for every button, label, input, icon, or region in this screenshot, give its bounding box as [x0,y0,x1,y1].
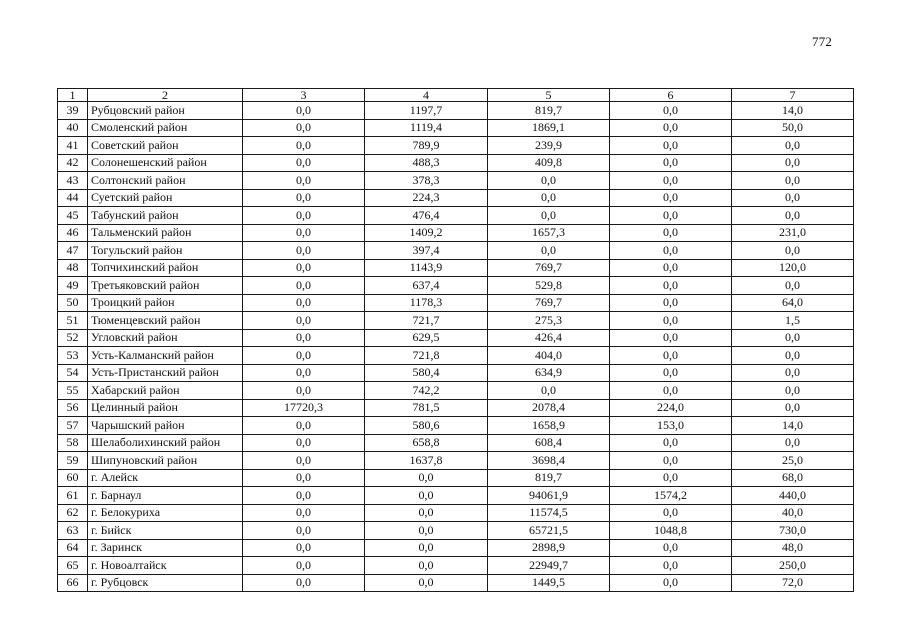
row-number: 44 [58,189,88,207]
value-col-6: 0,0 [610,469,732,487]
district-name: Солонешенский район [88,154,243,172]
table-body [58,102,854,592]
value-col-6: 0,0 [610,277,732,295]
value-col-4: 0,0 [365,487,488,505]
row-number: 52 [58,329,88,347]
value-col-5: 769,7 [488,294,610,312]
value-col-7: 0,0 [732,329,854,347]
value-col-5: 2078,4 [488,399,610,417]
value-col-4: 1119,4 [365,119,488,137]
value-col-3: 17720,3 [243,399,365,417]
value-col-7: 25,0 [732,452,854,470]
value-col-6: 0,0 [610,242,732,260]
table-row [58,364,854,382]
district-name: г. Рубцовск [88,574,243,592]
value-col-7: 0,0 [732,364,854,382]
table-row [58,382,854,400]
value-col-5: 22949,7 [488,557,610,575]
table-row [58,259,854,277]
district-name: Хабарский район [88,382,243,400]
value-col-7: 64,0 [732,294,854,312]
column-header-5: 5 [488,89,610,102]
value-col-3: 0,0 [243,557,365,575]
value-col-6: 0,0 [610,172,732,190]
row-number: 60 [58,469,88,487]
table-row [58,102,854,120]
value-col-4: 476,4 [365,207,488,225]
row-number: 66 [58,574,88,592]
table-row [58,154,854,172]
value-col-5: 11574,5 [488,504,610,522]
value-col-3: 0,0 [243,259,365,277]
value-col-6: 0,0 [610,294,732,312]
value-col-6: 0,0 [610,452,732,470]
value-col-6: 0,0 [610,137,732,155]
value-col-5: 1869,1 [488,119,610,137]
value-col-3: 0,0 [243,119,365,137]
page-number: 772 [812,34,833,49]
district-name: Советский район [88,137,243,155]
district-name: Тогульский район [88,242,243,260]
row-number: 49 [58,277,88,295]
table-row [58,312,854,330]
row-number: 39 [58,102,88,120]
value-col-3: 0,0 [243,382,365,400]
value-col-3: 0,0 [243,469,365,487]
row-number: 53 [58,347,88,365]
table-row [58,119,854,137]
row-number: 40 [58,119,88,137]
value-col-7: 0,0 [732,189,854,207]
table-row [58,504,854,522]
value-col-3: 0,0 [243,207,365,225]
table-row [58,399,854,417]
value-col-3: 0,0 [243,137,365,155]
value-col-6: 0,0 [610,364,732,382]
value-col-5: 1657,3 [488,224,610,242]
value-col-3: 0,0 [243,189,365,207]
value-col-7: 730,0 [732,522,854,540]
value-col-4: 1143,9 [365,259,488,277]
table-row [58,539,854,557]
district-name: г. Бийск [88,522,243,540]
district-name: Суетский район [88,189,243,207]
row-number: 43 [58,172,88,190]
value-col-7: 0,0 [732,399,854,417]
district-name: Топчихинский район [88,259,243,277]
value-col-3: 0,0 [243,224,365,242]
value-col-3: 0,0 [243,277,365,295]
value-col-5: 0,0 [488,207,610,225]
value-col-5: 409,8 [488,154,610,172]
value-col-6: 0,0 [610,102,732,120]
table-row [58,137,854,155]
value-col-3: 0,0 [243,364,365,382]
value-col-3: 0,0 [243,102,365,120]
value-col-6: 1574,2 [610,487,732,505]
value-col-6: 0,0 [610,434,732,452]
value-col-4: 488,3 [365,154,488,172]
value-col-5: 608,4 [488,434,610,452]
value-col-5: 529,8 [488,277,610,295]
value-col-3: 0,0 [243,487,365,505]
row-number: 51 [58,312,88,330]
row-number: 55 [58,382,88,400]
value-col-7: 40,0 [732,504,854,522]
value-col-5: 2898,9 [488,539,610,557]
value-col-6: 0,0 [610,119,732,137]
value-col-4: 1197,7 [365,102,488,120]
value-col-3: 0,0 [243,452,365,470]
value-col-7: 0,0 [732,207,854,225]
row-number: 41 [58,137,88,155]
district-name: Табунский район [88,207,243,225]
value-col-7: 120,0 [732,259,854,277]
value-col-7: 0,0 [732,172,854,190]
value-col-3: 0,0 [243,417,365,435]
table-row [58,172,854,190]
column-header-6: 6 [610,89,732,102]
value-col-3: 0,0 [243,242,365,260]
value-col-5: 634,9 [488,364,610,382]
header-row [58,89,854,102]
row-number: 64 [58,539,88,557]
row-number: 48 [58,259,88,277]
value-col-4: 742,2 [365,382,488,400]
value-col-3: 0,0 [243,434,365,452]
value-col-5: 426,4 [488,329,610,347]
value-col-4: 721,7 [365,312,488,330]
value-col-4: 629,5 [365,329,488,347]
value-col-7: 231,0 [732,224,854,242]
value-col-4: 1178,3 [365,294,488,312]
column-header-4: 4 [365,89,488,102]
value-col-4: 0,0 [365,539,488,557]
value-col-7: 14,0 [732,417,854,435]
value-col-5: 404,0 [488,347,610,365]
row-number: 58 [58,434,88,452]
district-name: Троицкий район [88,294,243,312]
value-col-6: 0,0 [610,224,732,242]
table-row [58,242,854,260]
table-row [58,189,854,207]
district-name: Рубцовский район [88,102,243,120]
table-row [58,207,854,225]
value-col-4: 637,4 [365,277,488,295]
value-col-5: 1449,5 [488,574,610,592]
value-col-3: 0,0 [243,154,365,172]
table-row [58,294,854,312]
value-col-5: 769,7 [488,259,610,277]
column-header-1: 1 [58,89,88,102]
value-col-7: 0,0 [732,154,854,172]
table-row [58,417,854,435]
value-col-4: 1637,8 [365,452,488,470]
table-row [58,277,854,295]
value-col-6: 0,0 [610,329,732,347]
table-row [58,347,854,365]
district-name: Солтонский район [88,172,243,190]
row-number: 45 [58,207,88,225]
value-col-4: 224,3 [365,189,488,207]
district-name: г. Заринск [88,539,243,557]
value-col-5: 0,0 [488,382,610,400]
value-col-6: 0,0 [610,504,732,522]
value-col-7: 0,0 [732,382,854,400]
row-number: 46 [58,224,88,242]
table-row [58,224,854,242]
value-col-7: 0,0 [732,277,854,295]
value-col-3: 0,0 [243,172,365,190]
value-col-7: 68,0 [732,469,854,487]
value-col-6: 0,0 [610,347,732,365]
value-col-7: 0,0 [732,434,854,452]
value-col-4: 0,0 [365,469,488,487]
value-col-5: 0,0 [488,189,610,207]
district-name: г. Барнаул [88,487,243,505]
value-col-3: 0,0 [243,522,365,540]
value-col-4: 0,0 [365,557,488,575]
value-col-6: 0,0 [610,154,732,172]
district-name: Усть-Пристанский район [88,364,243,382]
value-col-6: 0,0 [610,189,732,207]
value-col-5: 3698,4 [488,452,610,470]
value-col-4: 781,5 [365,399,488,417]
district-name: Угловский район [88,329,243,347]
row-number: 42 [58,154,88,172]
value-col-4: 1409,2 [365,224,488,242]
district-name: Целинный район [88,399,243,417]
row-number: 56 [58,399,88,417]
value-col-3: 0,0 [243,504,365,522]
value-col-3: 0,0 [243,294,365,312]
value-col-6: 1048,8 [610,522,732,540]
value-col-6: 0,0 [610,312,732,330]
row-number: 65 [58,557,88,575]
value-col-4: 0,0 [365,574,488,592]
table-row [58,574,854,592]
value-col-4: 378,3 [365,172,488,190]
table-row [58,329,854,347]
value-col-7: 48,0 [732,539,854,557]
value-col-3: 0,0 [243,312,365,330]
table-row [58,434,854,452]
row-number: 63 [58,522,88,540]
row-number: 50 [58,294,88,312]
row-number: 59 [58,452,88,470]
value-col-6: 0,0 [610,557,732,575]
value-col-7: 72,0 [732,574,854,592]
district-name: Усть-Калманский район [88,347,243,365]
value-col-7: 0,0 [732,347,854,365]
row-number: 57 [58,417,88,435]
district-name: Шипуновский район [88,452,243,470]
district-name: Тальменский район [88,224,243,242]
district-name: Шелаболихинский район [88,434,243,452]
value-col-4: 397,4 [365,242,488,260]
value-col-4: 789,9 [365,137,488,155]
value-col-4: 721,8 [365,347,488,365]
value-col-4: 0,0 [365,504,488,522]
value-col-3: 0,0 [243,539,365,557]
column-header-2: 2 [88,89,243,102]
district-name: г. Новоалтайск [88,557,243,575]
district-name: г. Белокуриха [88,504,243,522]
value-col-5: 65721,5 [488,522,610,540]
value-col-5: 0,0 [488,172,610,190]
value-col-7: 0,0 [732,137,854,155]
value-col-5: 94061,9 [488,487,610,505]
value-col-6: 0,0 [610,259,732,277]
value-col-7: 50,0 [732,119,854,137]
column-header-7: 7 [732,89,854,102]
value-col-3: 0,0 [243,574,365,592]
value-col-7: 1,5 [732,312,854,330]
value-col-6: 0,0 [610,382,732,400]
value-col-6: 224,0 [610,399,732,417]
value-col-7: 250,0 [732,557,854,575]
district-name: Смоленский район [88,119,243,137]
value-col-5: 1658,9 [488,417,610,435]
value-col-7: 14,0 [732,102,854,120]
table-row [58,522,854,540]
value-col-5: 819,7 [488,469,610,487]
row-number: 54 [58,364,88,382]
value-col-4: 580,6 [365,417,488,435]
value-col-6: 0,0 [610,207,732,225]
value-col-4: 658,8 [365,434,488,452]
value-col-3: 0,0 [243,347,365,365]
value-col-3: 0,0 [243,329,365,347]
table-row [58,469,854,487]
row-number: 62 [58,504,88,522]
value-col-4: 580,4 [365,364,488,382]
district-name: г. Алейск [88,469,243,487]
column-header-3: 3 [243,89,365,102]
district-name: Тюменцевский район [88,312,243,330]
value-col-7: 440,0 [732,487,854,505]
value-col-5: 239,9 [488,137,610,155]
value-col-6: 0,0 [610,539,732,557]
table-row [58,452,854,470]
row-number: 47 [58,242,88,260]
value-col-5: 0,0 [488,242,610,260]
value-col-5: 275,3 [488,312,610,330]
value-col-5: 819,7 [488,102,610,120]
row-number: 61 [58,487,88,505]
district-name: Чарышский район [88,417,243,435]
value-col-6: 0,0 [610,574,732,592]
district-name: Третьяковский район [88,277,243,295]
table-row [58,557,854,575]
value-col-7: 0,0 [732,242,854,260]
table-row [58,487,854,505]
value-col-6: 153,0 [610,417,732,435]
data-table [57,88,854,592]
value-col-4: 0,0 [365,522,488,540]
